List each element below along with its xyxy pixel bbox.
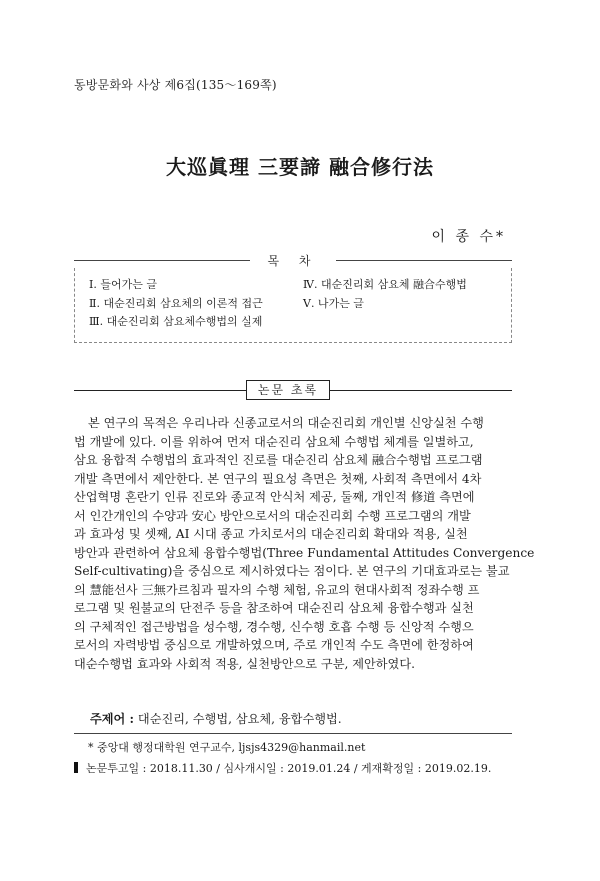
abstract-line: 삼요 융합적 수행법의 효과적인 진로를 대순진리 삼요체 融合수행법 프로그램 [74,453,483,467]
abstract-line: 본 연구의 목적은 우리나라 신종교로서의 대순진리회 개인별 신앙실천 수행 [88,416,484,430]
submission-dates [74,760,491,776]
toc-item: Ⅴ. 나가는 글 [303,296,364,310]
keywords-label: 주제어 : [90,712,135,726]
paper-title: 大巡眞理 三要諦 融合修行法 [166,155,434,179]
abstract-body [74,414,535,673]
toc-right-column [303,276,467,313]
abstract-line: 방안과 관련하여 삼요체 융합수행법(Three Fundamental Attitudes Convergence [74,545,535,560]
toc-header-rule-right [336,260,512,261]
author-name: 이 종 수* [431,229,506,245]
toc-label: 목 차 [267,254,319,268]
keywords-text: 대순진리, 수행법, 삼요체, 융합수행법. [134,712,342,726]
abstract-line: 개발 측면에서 제안한다. 본 연구의 필요성 측면은 첫째, 사회적 측면에서 4차 [74,471,482,486]
abstract-line: 로그램 및 원불교의 단전주 등을 참조하여 대순진리 삼요체 융합수행과 실천 [74,601,474,615]
abstract-line: 서 인간개인의 수양과 安心 방안으로서의 대순진리회 수행 프로그램의 개발 [74,508,471,523]
author-footnote: * 중앙대 행정대학원 연구교수, ljsjs4329@hanmail.net [88,741,366,754]
abstract-label: 논문 초록 [246,380,330,400]
abstract-rule-right [330,390,512,391]
toc-item: Ⅲ. 대순진리회 삼요체수행법의 실제 [89,315,263,328]
footnote-rule [74,733,512,734]
table-of-contents [74,268,512,343]
toc-header [74,252,512,268]
journal-citation: 동방문화와 사상 제6집(135～169쪽) [74,78,277,92]
abstract-line: 대순수행법 효과와 사회적 적용, 실천방안으로 구분, 제안하였다. [74,656,415,671]
toc-item: Ⅱ. 대순진리회 삼요체의 이론적 접근 [89,296,263,310]
abstract-line: 의 구체적인 접근방법을 성수행, 경수행, 신수행 호흡 수행 등 신앙적 수행으 [74,619,474,634]
toc-item: Ⅳ. 대순진리회 삼요체 融合수행법 [303,278,467,291]
abstract-line: 의 慧能선사 三無가르침과 필자의 수행 체험, 유교의 현대사회적 정좌수행 프 [74,582,480,597]
abstract-line: 로서의 자력방법 중심으로 개발하였으며, 주로 개인적 수도 측면에 한정하여 [74,638,474,652]
abstract-line: 산업혁명 혼란기 인류 진로와 종교적 안식처 제공, 둘째, 개인적 修道 측면에 [74,490,475,504]
abstract-rule-left [74,390,246,391]
toc-left-column [89,276,263,332]
dates-marker [74,762,78,773]
abstract-line: Self-cultivating)을 중심으로 제시하였다는 점이다. 본 연구의 기대효과로는 불교 [74,564,510,578]
abstract-line: 과 효과성 및 셋째, AI 시대 종교 가치로서의 대순진리회 확대와 적용, 실천 [74,527,468,541]
abstract-line: 법 개발에 있다. 이를 위하여 먼저 대순진리 삼요체 수행법 체계를 일별하고, [74,434,474,449]
toc-item: Ⅰ. 들어가는 글 [89,278,157,291]
abstract-header [74,380,512,400]
dates-text: 논문투고일 : 2018.11.30 / 심사개시일 : 2019.01.24 / 게재확정일 : 2019.02.19. [86,762,492,775]
keywords [90,710,342,727]
